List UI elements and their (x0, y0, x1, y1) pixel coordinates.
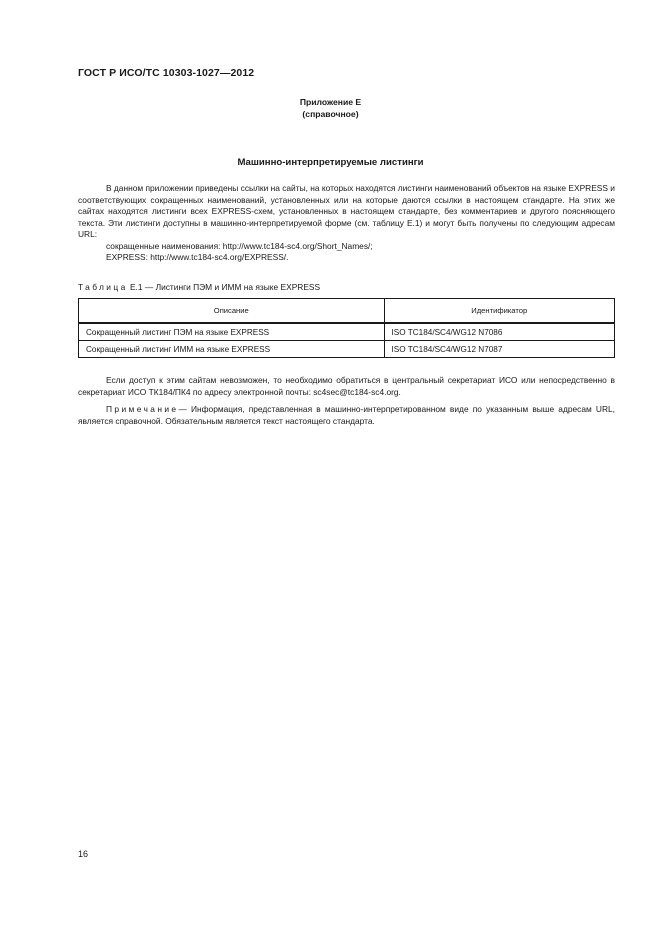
table-row (79, 323, 615, 341)
intro-block (78, 183, 615, 264)
url-express: EXPRESS: http://www.tc184-sc4.org/EXPRESS/. (106, 252, 289, 262)
table-header-row (79, 299, 615, 324)
document-header: ГОСТ Р ИСО/ТС 10303-1027—2012 (78, 67, 255, 79)
table-cell-identifier: ISO TC184/SC4/WG12 N7087 (384, 341, 614, 358)
table-caption (78, 282, 320, 292)
section-title: Машинно-интерпретируемые листинги (237, 157, 424, 168)
appendix-subtitle: (справочное) (302, 109, 359, 119)
access-paragraph: Если доступ к этим сайтам невозможен, то необходимо обратиться в центральный секретариат ИСО или непосредственно в секретариат ИСО ТК184/ПК4 по адресу электронной почты: sc4sec@tc184-sc4.org. (78, 375, 615, 397)
table-cell-description: Сокращенный листинг ПЭМ на языке EXPRESS (79, 323, 385, 341)
note-block (78, 404, 615, 427)
note-label: Примечание (106, 404, 179, 414)
header-description: Описание (79, 299, 385, 324)
header-identifier: Идентификатор (384, 299, 614, 324)
access-block (78, 375, 615, 398)
appendix-title: Приложение E (299, 97, 362, 107)
page-number: 16 (78, 849, 89, 859)
table-row (79, 341, 615, 358)
note-text: — Информация, представленная в машинно-интерпретированном виде по указанным выше адресам URL, является справочной. Обязательным является текст настоящего стандарта. (78, 404, 615, 426)
table-caption-text: E.1 — Листинги ПЭМ и ИММ на языке EXPRESS (129, 282, 321, 292)
note-paragraph (78, 404, 615, 427)
listings-table (78, 298, 615, 358)
table-cell-identifier: ISO TC184/SC4/WG12 N7086 (384, 323, 614, 341)
table-cell-description: Сокращенный листинг ИММ на языке EXPRESS (79, 341, 385, 358)
url-short-names: сокращенные наименования: http://www.tc184-sc4.org/Short_Names/; (106, 240, 373, 251)
table-caption-word: Таблица (78, 282, 128, 292)
intro-paragraph: В данном приложении приведены ссылки на сайты, на которых находятся листинги наименований объектов на языке EXPRESS и соответствующих сокращенных наименований, установленных или на которые даются ссылки в настоящем стандарте. На этих же сайтах находятся листинги всех EXPRESS-схем, установленных в настоящем стандарте, без комментариев и другого поясняющего текста. Эти листинги доступны в машинно-интерпретируемой форме (см. таблицу E.1) и могут быть получены по следующим адресам URL: (78, 183, 615, 239)
